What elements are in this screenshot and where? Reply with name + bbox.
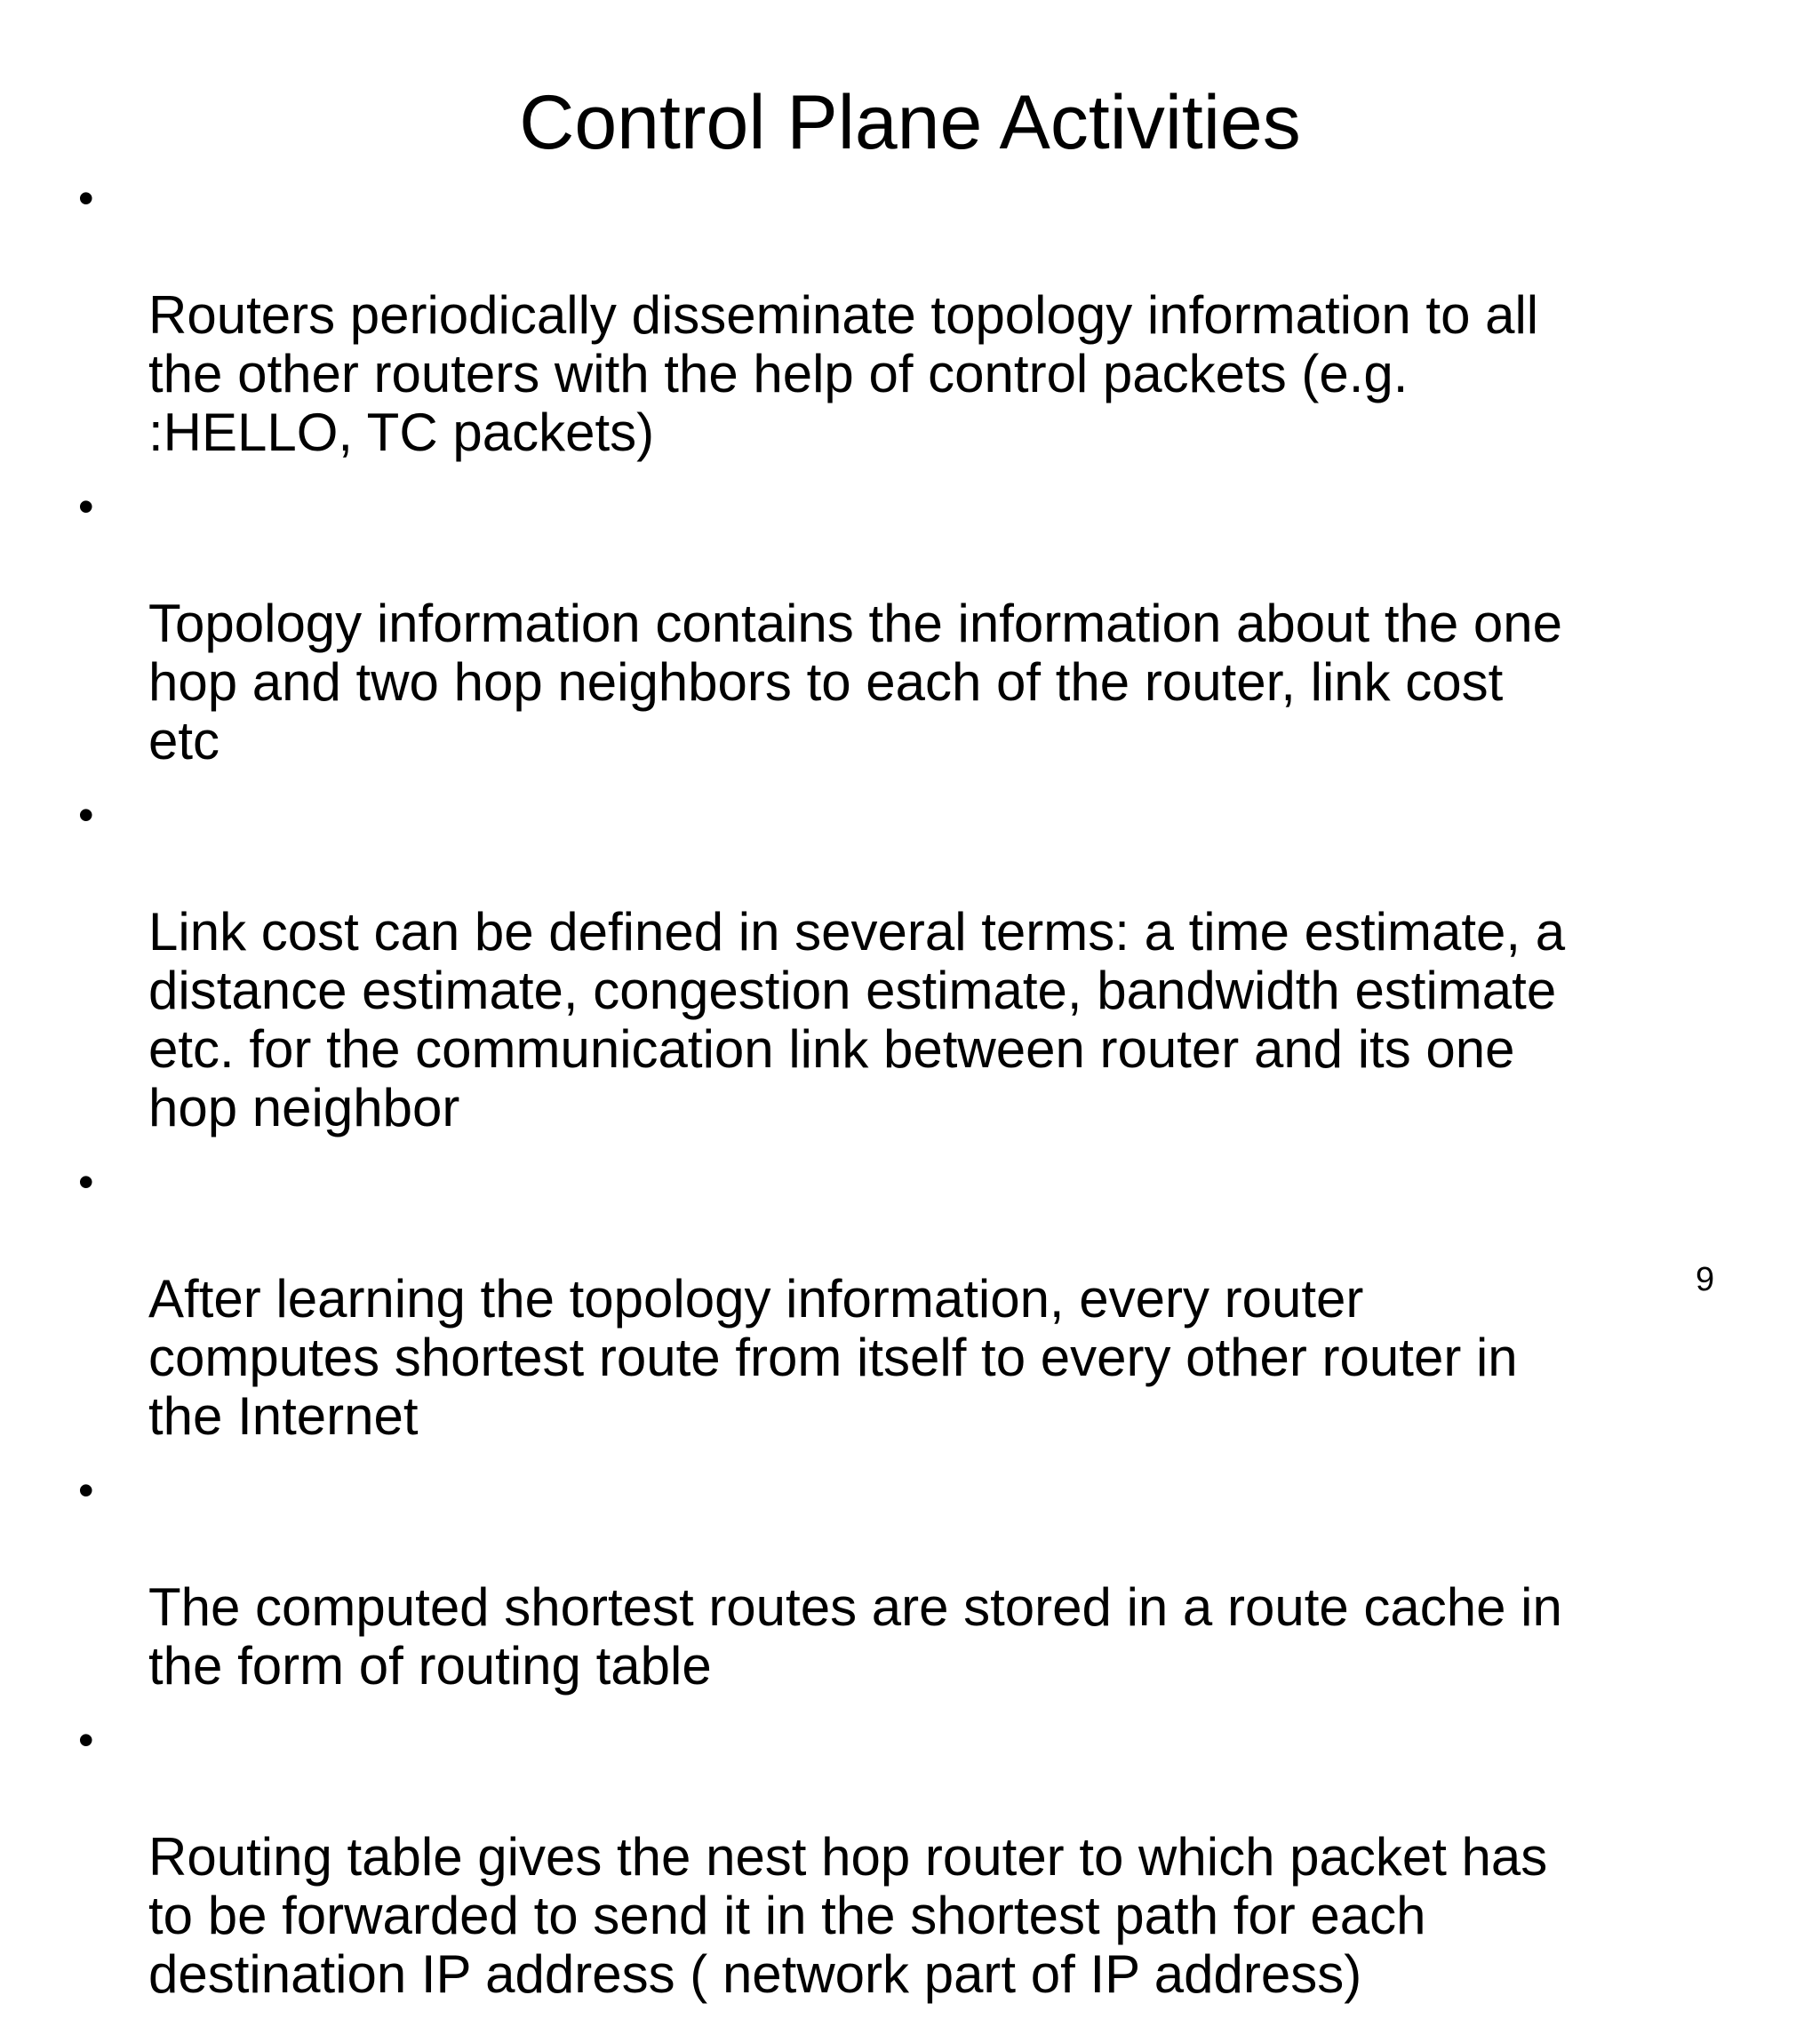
bullet-text: The computed shortest routes are stored in a route cache in the form of routing table (148, 1577, 1562, 1696)
bullet-text: Link cost can be defined in several terms: a time estimate, a distance estimate, congestion estimate, bandwidth estimate etc. for the communication link between router and its one hop neighbor (148, 902, 1566, 1137)
bullet-item (0, 169, 1820, 462)
slide-title: Control Plane Activities (519, 80, 1301, 165)
bullet-icon: • (78, 482, 94, 531)
bullet-icon: • (78, 173, 94, 223)
bullet-list (0, 169, 1820, 2019)
bullet-item (0, 477, 1820, 770)
bullet-item (0, 1153, 1820, 1446)
bullet-icon: • (78, 1715, 94, 1765)
bullet-icon: • (78, 1465, 94, 1515)
bullet-item (0, 1461, 1820, 1696)
bullet-text: After learning the topology information, every router computes shortest route from itself to every other router in the Internet (148, 1269, 1518, 1446)
bullet-item (0, 786, 1820, 1137)
page-number: 9 (1696, 1261, 1715, 1298)
bullet-text: Routers periodically disseminate topology information to all the other routers with the help of control packets (e.g. :HELLO, TC packets) (148, 285, 1539, 462)
bullet-icon: • (78, 1157, 94, 1207)
bullet-item (0, 1711, 1820, 2004)
bullet-text: Routing table gives the nest hop router to which packet has to be forwarded to send it in the shortest path for each destination IP address ( network part of IP address) (148, 1827, 1548, 2004)
bullet-text: Topology information contains the information about the one hop and two hop neighbors to each of the router, link cost etc (148, 594, 1563, 770)
bullet-icon: • (78, 790, 94, 840)
